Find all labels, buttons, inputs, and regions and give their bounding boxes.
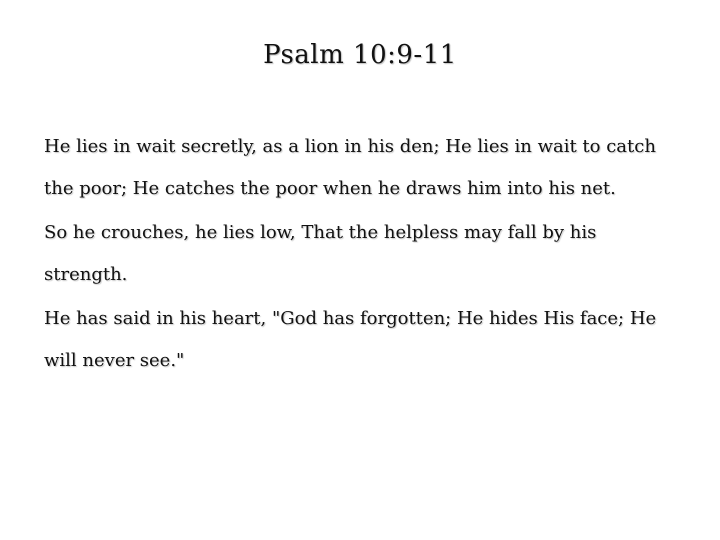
verse-11: He has said in his heart, "God has forgotten; He hides His face; He will never see."	[44, 308, 657, 371]
verse-10: So he crouches, he lies low, That the helpless may fall by his strength.	[44, 222, 597, 285]
page-title: Psalm 10:9-11	[263, 40, 457, 70]
verse-list	[44, 126, 684, 384]
verse-9: He lies in wait secretly, as a lion in his den; He lies in wait to catch the poor; He catches the poor when he draws him into his net.	[44, 136, 656, 199]
